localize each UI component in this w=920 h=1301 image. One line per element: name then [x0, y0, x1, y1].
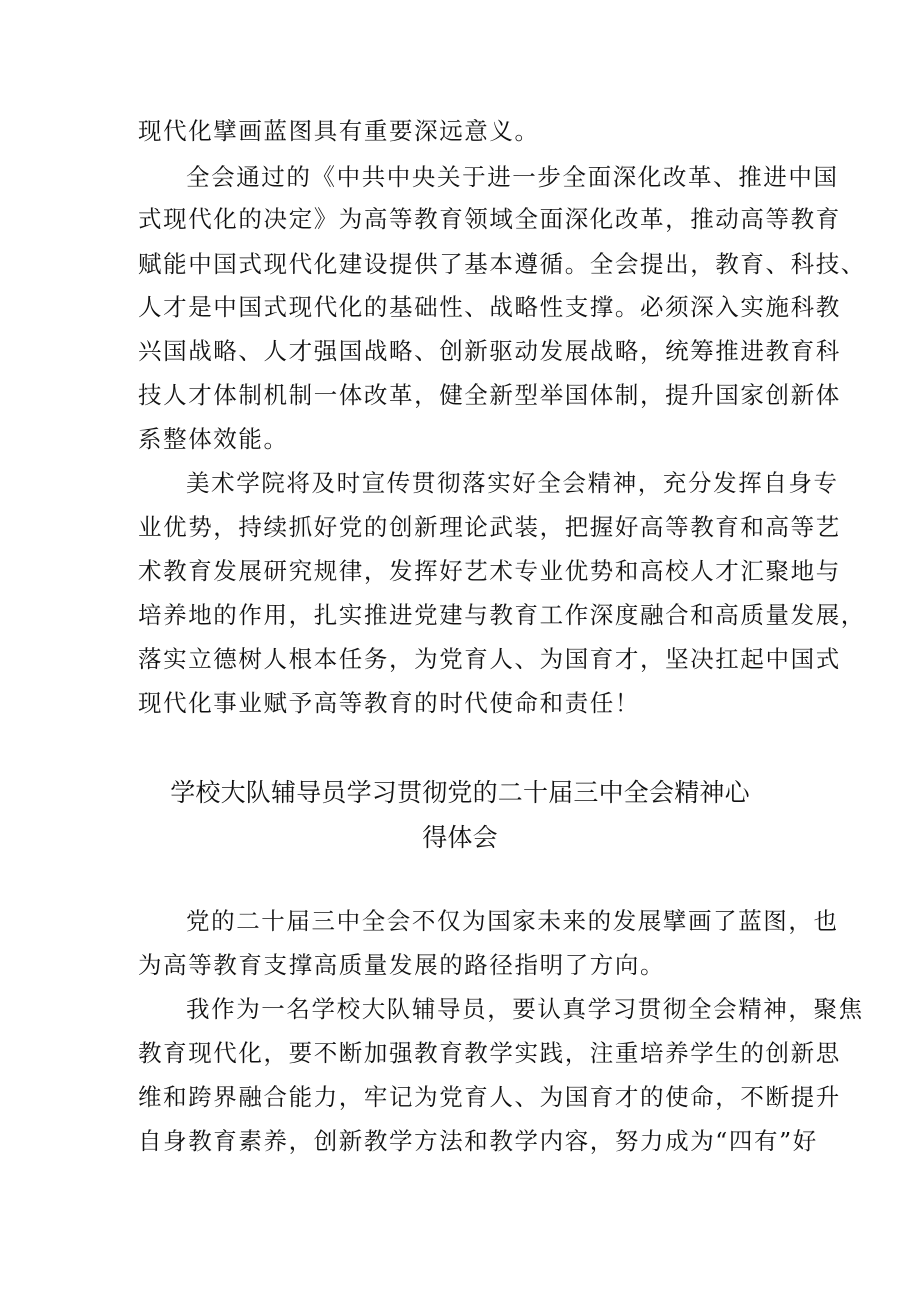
paragraph-line: 术教育发展研究规律，发挥好艺术专业优势和高校人才汇聚地与 [138, 557, 841, 585]
paragraph-line: 为高等教育支撑高质量发展的路径指明了方向。 [138, 951, 666, 979]
paragraph-line: 业优势，持续抓好党的创新理论武装，把握好高等教育和高等艺 [138, 513, 841, 541]
paragraph-line: 式现代化的决定》为高等教育领域全面深化改革，推动高等教育 [138, 205, 841, 233]
article-title: 学校大队辅导员学习贯彻党的二十届三中全会精神心 [170, 778, 750, 807]
paragraph-line: 赋能中国式现代化建设提供了基本遵循。全会提出，教育、科技、 [138, 250, 866, 278]
paragraph-line: 我作为一名学校大队辅导员，要认真学习贯彻全会精神，聚焦 [186, 995, 864, 1023]
article-title-continued: 得体会 [422, 823, 498, 852]
paragraph-line: 全会通过的《中共中央关于进一步全面深化改革、推进中国 [186, 163, 839, 191]
paragraph-line: 现代化事业赋予高等教育的时代使命和责任！ [138, 689, 640, 717]
paragraph-line: 自身教育素养，创新教学方法和教学内容，努力成为“四有”好 [138, 1127, 818, 1155]
paragraph-line: 兴国战略、人才强国战略、创新驱动发展战略，统筹推进教育科 [138, 337, 841, 365]
paragraph-line: 维和跨界融合能力，牢记为党育人、为国育才的使命，不断提升 [138, 1083, 841, 1111]
paragraph-line: 美术学院将及时宣传贯彻落实好全会精神，充分发挥自身专 [186, 469, 839, 497]
paragraph-line: 培养地的作用，扎实推进党建与教育工作深度融合和高质量发展， [138, 601, 866, 629]
paragraph-line: 落实立德树人根本任务，为党育人、为国育才，坚决扛起中国式 [138, 645, 841, 673]
paragraph-line: 人才是中国式现代化的基础性、战略性支撑。必须深入实施科教 [138, 293, 841, 321]
paragraph-line: 技人才体制机制一体改革，健全新型举国体制，提升国家创新体 [138, 381, 841, 409]
paragraph-line: 教育现代化，要不断加强教育教学实践，注重培养学生的创新思 [138, 1039, 841, 1067]
paragraph-line: 现代化擘画蓝图具有重要深远意义。 [138, 117, 540, 145]
paragraph-line: 党的二十届三中全会不仅为国家未来的发展擘画了蓝图，也 [186, 907, 839, 935]
paragraph-line: 系整体效能。 [138, 425, 289, 453]
